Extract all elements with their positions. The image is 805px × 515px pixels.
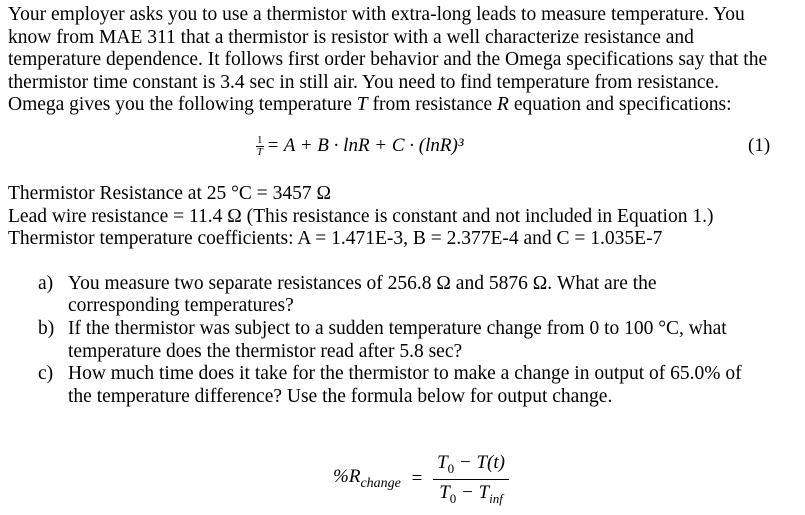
question-label: b) [38, 317, 55, 339]
var-R: R [497, 94, 509, 116]
intro-line-2: know from MAE 311 that a thermistor is resistor with a well characterize resistance and [8, 26, 694, 48]
formula-denominator [433, 480, 509, 507]
var-T: T [356, 94, 368, 116]
question-text: How much time does it take for the thermistor to make a change in output of 65.0% of [68, 363, 742, 385]
intro-line-5 [8, 94, 798, 117]
formula-equals: = [411, 468, 423, 490]
intro-line-4: thermistor time constant is 3.4 sec in still air. You need to find temperature from resistance. [8, 71, 720, 93]
equation-1-fraction [256, 135, 264, 158]
equation-1-body [256, 135, 464, 158]
formula-numerator [433, 452, 509, 480]
den-subscript-inf: inf [489, 490, 503, 506]
question-label: c) [38, 363, 54, 385]
intro-paragraph [8, 4, 798, 117]
formula-lhs-main: %R [333, 466, 361, 488]
formula-lhs [333, 466, 401, 492]
intro-text: from resistance [367, 94, 498, 116]
question-list [8, 273, 798, 409]
den-T: T [439, 481, 450, 503]
spec-lead-wire: Lead wire resistance = 11.4 Ω (This resistance is constant and not included in Equation 1.) [8, 205, 714, 227]
intro-text: equation and specifications: [508, 94, 732, 116]
num-T: T [437, 452, 448, 473]
den-subscript: 0 [449, 490, 457, 506]
question-text: You measure two separate resistances of 256.8 Ω and 5876 Ω. What are the [68, 272, 657, 294]
question-text: the temperature difference? Use the formula below for output change. [68, 385, 613, 407]
spec-resistance: Thermistor Resistance at 25 °C = 3457 Ω [8, 182, 332, 204]
equation-1 [8, 131, 798, 171]
question-text: temperature does the thermistor read after 5.8 sec? [68, 340, 463, 362]
question-text: If the thermistor was subject to a sudden temperature change from 0 to 100 °C, what [68, 317, 727, 339]
fraction-numerator: 1 [257, 134, 263, 147]
question-a [8, 273, 798, 318]
output-change-formula [333, 452, 509, 507]
num-subscript: 0 [447, 460, 455, 476]
intro-line-3: temperature dependence. It follows first order behavior and the Omega specifications say that the [8, 49, 768, 71]
intro-text: Omega gives you the following temperature [8, 94, 357, 116]
formula-fraction [433, 452, 509, 507]
question-c [8, 363, 798, 408]
equation-1-rhs: = A + B · lnR + C · (lnR)³ [266, 134, 464, 156]
intro-line-1: Your employer asks you to use a thermistor with extra-long leads to measure temperature. You [8, 4, 745, 25]
formula-lhs-subscript: change [360, 476, 401, 492]
fraction-denominator: T [256, 146, 263, 159]
specifications [8, 183, 798, 251]
num-rest: − T(t) [454, 452, 505, 473]
den-rest: − T [456, 481, 490, 503]
spec-coefficients: Thermistor temperature coefficients: A = 1.471E-3, B = 2.377E-4 and C = 1.035E-7 [8, 228, 663, 250]
problem-statement [8, 4, 798, 408]
question-text: corresponding temperatures? [68, 295, 294, 317]
equation-number: (1) [748, 134, 771, 156]
question-label: a) [38, 272, 54, 294]
question-b [8, 318, 798, 363]
